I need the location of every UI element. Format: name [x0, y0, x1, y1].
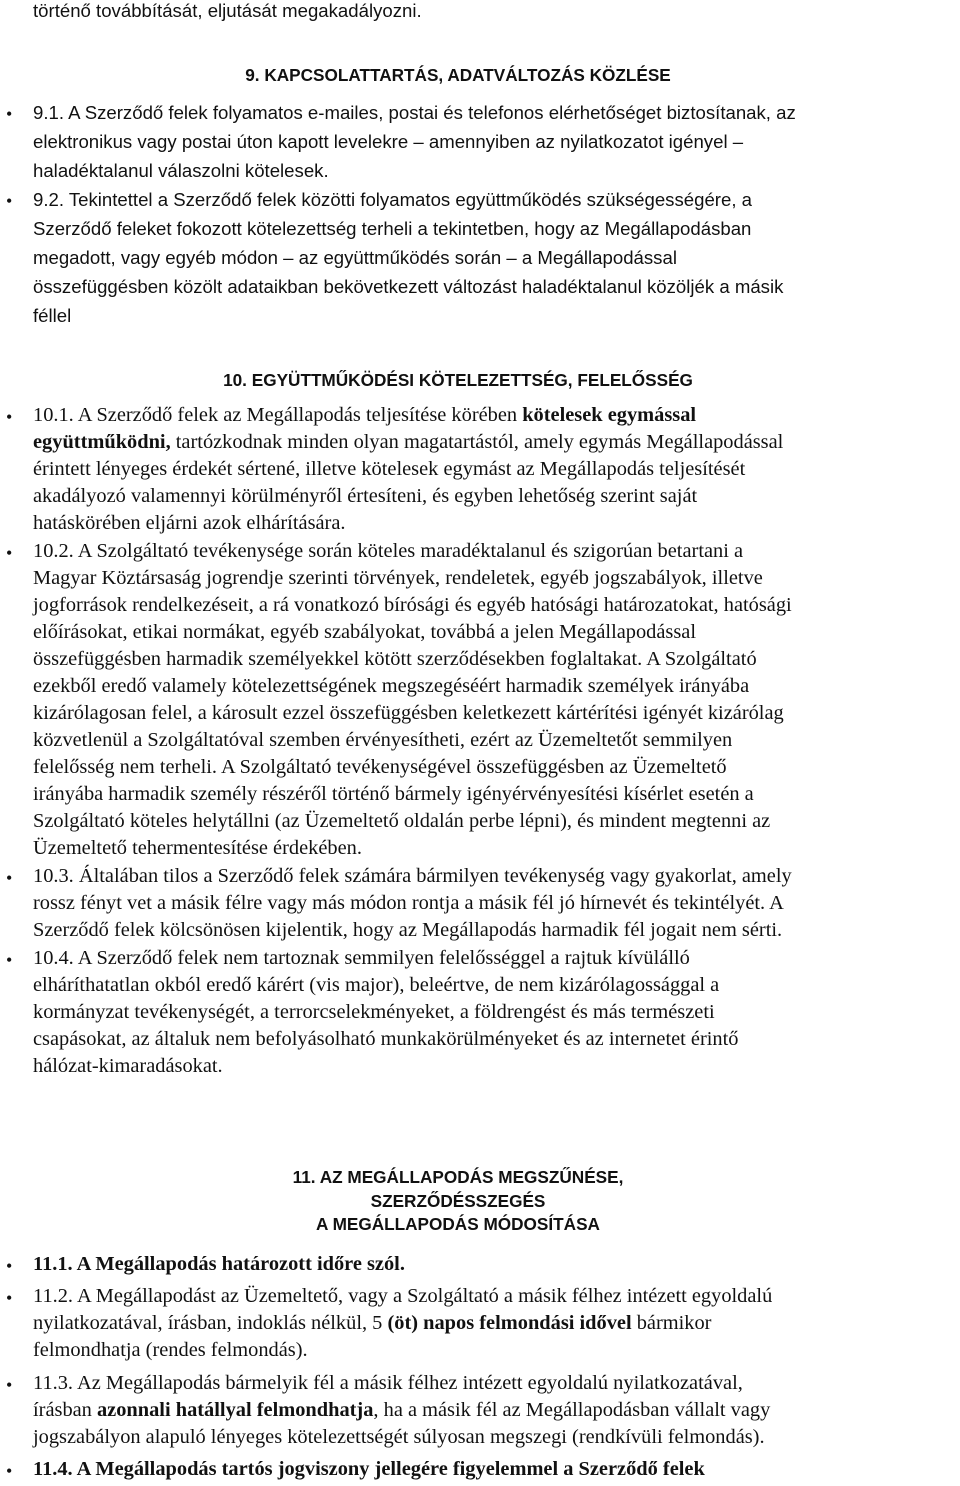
section-heading-11: 11. AZ MEGÁLLAPODÁS MEGSZŰNÉSE, — [292, 1167, 624, 1187]
text-line: közvetlenül a Szolgáltatóval szemben érvényesítheti, ezért az Üzemeltetőt semmilyen — [33, 729, 733, 751]
text-line: felmondhatja (rendes felmondás). — [33, 1339, 308, 1361]
bullet-icon: • — [6, 868, 13, 888]
section-heading-10: 10. EGYÜTTMŰKÖDÉSI KÖTELEZETTSÉG, FELELŐSSÉG — [223, 370, 693, 390]
text-line: jogforrások rendelkezéseit, a rá vonatkozó bírósági és egyéb hatósági határozatokat, hatósági — [33, 594, 792, 616]
text-line: 9.1. A Szerződő felek folyamatos e-mailes, postai és telefonos elérhetőséget biztosítanak, az — [33, 102, 796, 123]
text-line: 9.2. Tekintettel a Szerződő felek közötti folyamatos együttműködés szükségességére, a — [33, 189, 753, 210]
section-heading-11-line3: A MEGÁLLAPODÁS MÓDOSÍTÁSA — [316, 1214, 600, 1234]
text-line: felelősség nem terheli. A Szolgáltató tevékenységével összefüggésben az Üzemeltető — [33, 756, 727, 778]
text-line: féllel — [33, 305, 72, 326]
bullet-icon: • — [6, 191, 13, 211]
bullet-icon: • — [6, 1288, 13, 1308]
text-line: kormányzat tevékenységét, a terrorcselekményeket, a földrengést és más természeti — [33, 1001, 715, 1023]
text-line: haladéktalanul válaszolni kötelesek. — [33, 160, 329, 181]
bullet-icon: • — [6, 1375, 13, 1395]
bullet-icon: • — [6, 407, 13, 427]
text-line: irányába harmadik személy részéről történő bármely igényérvényesítési kísérlet esetén a — [33, 783, 754, 805]
text-line: Szolgáltató köteles helytállni (az Üzemeltető oldalán perbe lépni), és mindent megtenni az — [33, 810, 771, 832]
text-line: elektronikus vagy postai úton kapott levelekre – amennyiben az nyilatkozatot igényel – — [33, 131, 744, 152]
text-line: hálózat-kimaradásokat. — [33, 1055, 223, 1077]
text-line: rossz fényt vet a másik félre vagy más módon rontja a másik fél jó hírnevét és tekintélyét. A — [33, 892, 784, 914]
text-line: akadályozó valamennyi körülményről értesíteni, és egyben lehetőség szerint saját — [33, 485, 698, 507]
text-line: Szerződő feleket fokozott kötelezettség terheli a tekintetben, hogy az Megállapodásban — [33, 218, 752, 239]
text-line: hatáskörében eljárni azok elhárítására. — [33, 512, 346, 534]
text-line: 11.2. A Megállapodást az Üzemeltető, vagy a Szolgáltató a másik félhez intézett egyoldalú — [33, 1285, 773, 1307]
text-line: 10.4. A Szerződő felek nem tartoznak semmilyen felelősséggel a rajtuk kívülálló — [33, 947, 690, 969]
text-line: 11.4. A Megállapodás tartós jogviszony jellegére figyelemmel a Szerződő felek — [33, 1458, 705, 1480]
text-line: kizárólagosan felel, a károsult ezzel összefüggésben keletkezett kártérítési igényét kizárólag — [33, 702, 784, 724]
text-line: 11.1. A Megállapodás határozott időre szól. — [33, 1253, 405, 1275]
text-line: elháríthatatlan okból eredő kárért (vis major), beleértve, de nem kizárólagossággal a — [33, 974, 720, 996]
section-heading-9: 9. KAPCSOLATTARTÁS, ADATVÁLTOZÁS KÖZLÉSE — [245, 65, 671, 85]
text-line: 10.3. Általában tilos a Szerződő felek számára bármilyen tevékenység vagy gyakorlat, amely — [33, 865, 792, 887]
bullet-icon: • — [6, 950, 13, 970]
text-line: 11.3. Az Megállapodás bármelyik fél a másik félhez intézett egyoldalú nyilatkozatával, — [33, 1372, 743, 1394]
text-line: 10.2. A Szolgáltató tevékenysége során köteles maradéktalanul és szigorúan betartani a — [33, 540, 744, 562]
bullet-icon: • — [6, 1256, 13, 1276]
text-line: előírásokat, etikai normákat, egyéb szabályokat, továbbá a jelen Megállapodással — [33, 621, 697, 643]
text-line: együttműködni, tartózkodnak minden olyan magatartástól, amely egymás Megállapodással — [33, 431, 784, 453]
section-heading-11-line2: SZERZŐDÉSSZEGÉS — [370, 1191, 546, 1211]
text-line: megadott, vagy egyéb módon – az együttműködés során – a Megállapodással — [33, 247, 677, 268]
text-line: összefüggésben harmadik személyekkel kötött szerződésekben foglaltakat. A Szolgáltató — [33, 648, 757, 670]
text-line: ezekből eredő valamely kötelezettségének megszegéséért harmadik személyek irányába — [33, 675, 750, 697]
text-line: írásban azonnali hatállyal felmondhatja, ha a másik fél az Megállapodásban vállalt vagy — [33, 1399, 771, 1421]
text-line: érintett lényeges érdekét sértené, illetve kötelesek egymást az Megállapodás teljesítését — [33, 458, 746, 480]
text-line: Magyar Köztársaság jogrendje szerinti törvények, rendeletek, egyéb jogszabályok, illetve — [33, 567, 763, 589]
text-line: nyilatkozatával, írásban, indoklás nélkül, 5 (öt) napos felmondási idővel bármikor — [33, 1312, 712, 1334]
text-line: 10.1. A Szerződő felek az Megállapodás teljesítése körében kötelesek egymással — [33, 404, 697, 426]
bullet-icon: • — [6, 543, 13, 563]
text-line: Szerződő felek kölcsönösen kijelentik, hogy az Megállapodás harmadik fél jogait nem sérti. — [33, 919, 783, 941]
bullet-icon: • — [6, 104, 13, 124]
text-line: csapásokat, az általuk nem befolyásolható munkakörülményeket és az internetet érintő — [33, 1028, 739, 1050]
text-line: jogszabályon alapuló lényeges kötelezettségét súlyosan megszegi (rendkívüli felmondás). — [33, 1426, 765, 1448]
text-line: történő továbbítását, eljutását megakadályozni. — [33, 0, 422, 21]
text-line: Üzemeltető tehermentesítése érdekében. — [33, 837, 362, 859]
text-line: összefüggésben közölt adataikban bekövetkezett változást haladéktalanul közöljék a másik — [33, 276, 784, 297]
bullet-icon: • — [6, 1461, 13, 1481]
